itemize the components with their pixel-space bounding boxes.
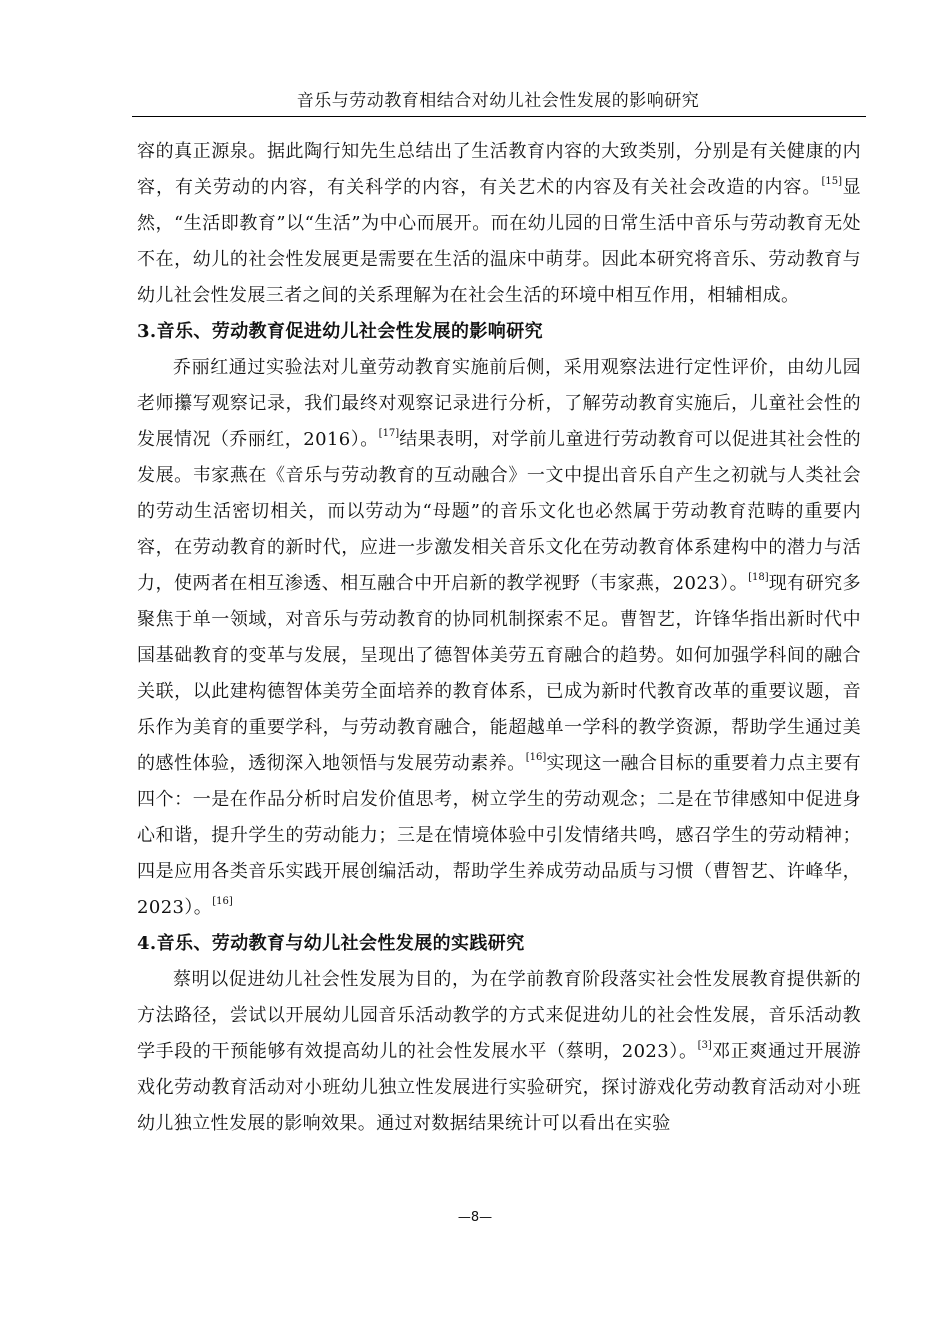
citation-ref: [3] <box>697 1040 712 1051</box>
citation-ref: [15] <box>821 176 842 187</box>
paragraph-text: 邓正爽通过开展游戏化劳动教育活动对小班幼儿独立性发展进行实验研究，探讨游戏化劳动教育活动对小班幼儿独立性发展的影响效果。通过对数据结果统计可以看出在实验 <box>137 1041 861 1134</box>
paragraph-text: 蔡明以促进幼儿社会性发展为目的，为在学前教育阶段落实社会性发展教育提供新的方法路径，尝试以开展幼儿园音乐活动教学的方式来促进幼儿的社会性发展，音乐活动教学手段的干预能够有效提高幼儿的社会性发展水平（蔡明，2023）。 <box>137 969 861 1062</box>
section-heading-4: 4.音乐、劳动教育与幼儿社会性发展的实践研究 <box>137 933 525 954</box>
paragraph <box>137 962 861 1142</box>
paragraph <box>137 350 861 926</box>
citation-ref: [16] <box>525 752 547 763</box>
citation-ref: [17] <box>378 428 400 439</box>
citation-ref: [16] <box>212 896 233 907</box>
paragraph-continued <box>137 134 861 314</box>
page-number: —8— <box>457 1210 493 1225</box>
paragraph-text: 实现这一融合目标的重要着力点主要有四个：一是在作品分析时启发价值思考，树立学生的劳动观念；二是在节律感知中促进身心和谐，提升学生的劳动能力；三是在情境体验中引发情绪共鸣，感召学生的劳动精神；四是应用各类音乐实践开展创编活动，帮助学生养成劳动品质与习惯（曹智艺、许峰华，2023）。 <box>137 753 861 918</box>
page-body <box>137 134 861 1142</box>
running-header: 音乐与劳动教育相结合对幼儿社会性发展的影响研究 <box>296 91 700 111</box>
paragraph-text: 乔丽红通过实验法对儿童劳动教育实施前后侧，采用观察法进行定性评价，由幼儿园老师攥写观察记录，我们最终对观察记录进行分析，了解劳动教育实施后，儿童社会性的发展情况（乔丽红，2016）。 <box>137 357 861 450</box>
section-heading-3: 3.音乐、劳动教育促进幼儿社会性发展的影响研究 <box>137 321 543 342</box>
paragraph-text: 现有研究多聚焦于单一领域，对音乐与劳动教育的协同机制探索不足。曹智艺，许锋华指出新时代中国基础教育的变革与发展，呈现出了德智体美劳五育融合的趋势。如何加强学科间的融合关联，以此建构德智体美劳全面培养的教育体系，已成为新时代教育改革的重要议题，音乐作为美育的重要学科，与劳动教育融合，能超越单一学科的教学资源，帮助学生通过美的感性体验，透彻深入地领悟与发展劳动素养。 <box>137 573 861 774</box>
paragraph-text: 显然，“生活即教育”以“生活”为中心而展开。而在幼儿园的日常生活中音乐与劳动教育无处不在，幼儿的社会性发展更是需要在生活的温床中萌芽。因此本研究将音乐、劳动教育与幼儿社会性发展三者之间的关系理解为在社会生活的环境中相互作用，相辅相成。 <box>137 177 861 306</box>
paragraph-text: 容的真正源泉。据此陶行知先生总结出了生活教育内容的大致类别，分别是有关健康的内容，有关劳动的内容，有关科学的内容，有关艺术的内容及有关社会改造的内容。 <box>137 141 861 198</box>
header-divider <box>132 116 866 117</box>
citation-ref: [18] <box>748 572 769 583</box>
paragraph-text: 结果表明，对学前儿童进行劳动教育可以促进其社会性的发展。韦家燕在《音乐与劳动教育的互动融合》一文中提出音乐自产生之初就与人类社会的劳动生活密切相关，而以劳动为“母题”的音乐文化也必然属于劳动教育范畴的重要内容，在劳动教育的新时代，应进一步激发相关音乐文化在劳动教育体系建构中的潜力与活力，使两者在相互渗透、相互融合中开启新的教学视野（韦家燕，2023）。 <box>137 429 861 594</box>
